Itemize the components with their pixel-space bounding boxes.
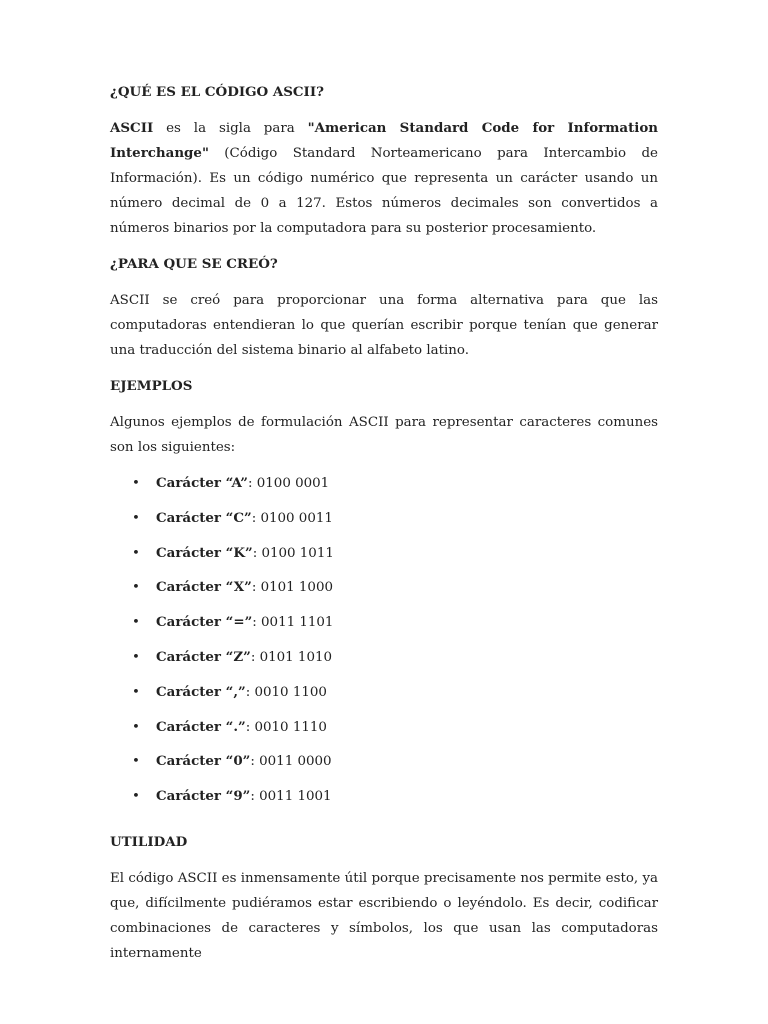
example-label: Carácter “=”: [156, 614, 253, 631]
paragraph-examples-intro: Algunos ejemplos de formulación ASCII para representar caracteres comunes son los siguientes:: [110, 415, 658, 455]
heading-utility: UTILIDAD: [110, 833, 188, 850]
heading-what-is-ascii: ¿QUÉ ES EL CÓDIGO ASCII?: [110, 84, 324, 100]
paragraph-ascii-definition: [110, 116, 658, 241]
bullet-icon: •: [132, 684, 140, 700]
paragraph-utility: El código ASCII es inmensamente útil porque precisamente nos permite esto, ya que, difícilmente pudiéramos estar escribiendo o leyéndolo. Es decir, codificar combinaciones de caracteres y símbolos, los que usan las computadoras internamente: [110, 870, 658, 961]
definition-text-b: (Código Standard Norteamericano para Intercambio de Información). Es un código numérico que representa un carácter usando un número decimal de 0 a 127. Estos números decimales son convertidos a números binarios por la computadora para su posterior procesamiento.: [110, 146, 658, 236]
definition-text-a: es la sigla para: [153, 121, 308, 136]
bullet-icon: •: [132, 719, 140, 735]
example-code: : 0101 1000: [251, 580, 333, 596]
example-label: Carácter “9”: [156, 788, 251, 805]
term-ascii: ASCII: [110, 120, 154, 136]
list-item: [110, 749, 658, 784]
example-code: : 0010 1100: [245, 684, 327, 700]
example-code: : 0100 0001: [248, 476, 330, 491]
example-code: : 0101 1010: [250, 649, 333, 665]
example-label: Carácter “K”: [156, 544, 253, 561]
example-label: Carácter “Z”: [156, 648, 251, 665]
paragraph-why-created: ASCII se creó para proporcionar una forma alternativa para que las computadoras entendieran lo que querían escribir porque tenían que generar una traducción del sistema binario al alfabeto latino.: [110, 293, 658, 358]
example-label: Carácter “.”: [156, 718, 246, 735]
list-item: [110, 680, 658, 715]
example-label: Carácter “X”: [156, 579, 252, 596]
example-label: Carácter “,”: [156, 683, 246, 700]
list-item: [110, 610, 658, 645]
example-code: : 0011 1101: [252, 615, 334, 631]
list-item: [110, 471, 658, 506]
examples-list: [110, 471, 658, 819]
example-code: : 0100 0011: [251, 510, 333, 526]
example-label: Carácter “C”: [156, 509, 252, 526]
list-item: [110, 645, 658, 680]
list-item: [110, 784, 658, 819]
bullet-icon: •: [132, 476, 140, 491]
list-item: [110, 575, 658, 610]
example-code: : 0100 1011: [252, 545, 334, 561]
list-item: [110, 506, 658, 541]
example-code: : 0010 1110: [245, 719, 327, 735]
example-code: : 0011 1001: [250, 789, 332, 805]
heading-why-created: ¿PARA QUE SE CREÓ?: [110, 256, 278, 272]
bullet-icon: •: [132, 510, 140, 526]
list-item: [110, 715, 658, 750]
bullet-icon: •: [132, 580, 140, 596]
heading-examples: EJEMPLOS: [110, 378, 193, 394]
term-ascii-fullname: "American Standard Code for Information Interchange": [110, 120, 659, 161]
example-code: : 0011 0000: [250, 754, 332, 770]
list-item: [110, 541, 658, 576]
example-label: Carácter “A”: [156, 475, 248, 491]
bullet-icon: •: [132, 649, 140, 665]
bullet-icon: •: [132, 754, 140, 770]
example-label: Carácter “0”: [156, 753, 251, 770]
bullet-icon: •: [132, 615, 140, 631]
bullet-icon: •: [132, 789, 140, 805]
bullet-icon: •: [132, 545, 140, 561]
